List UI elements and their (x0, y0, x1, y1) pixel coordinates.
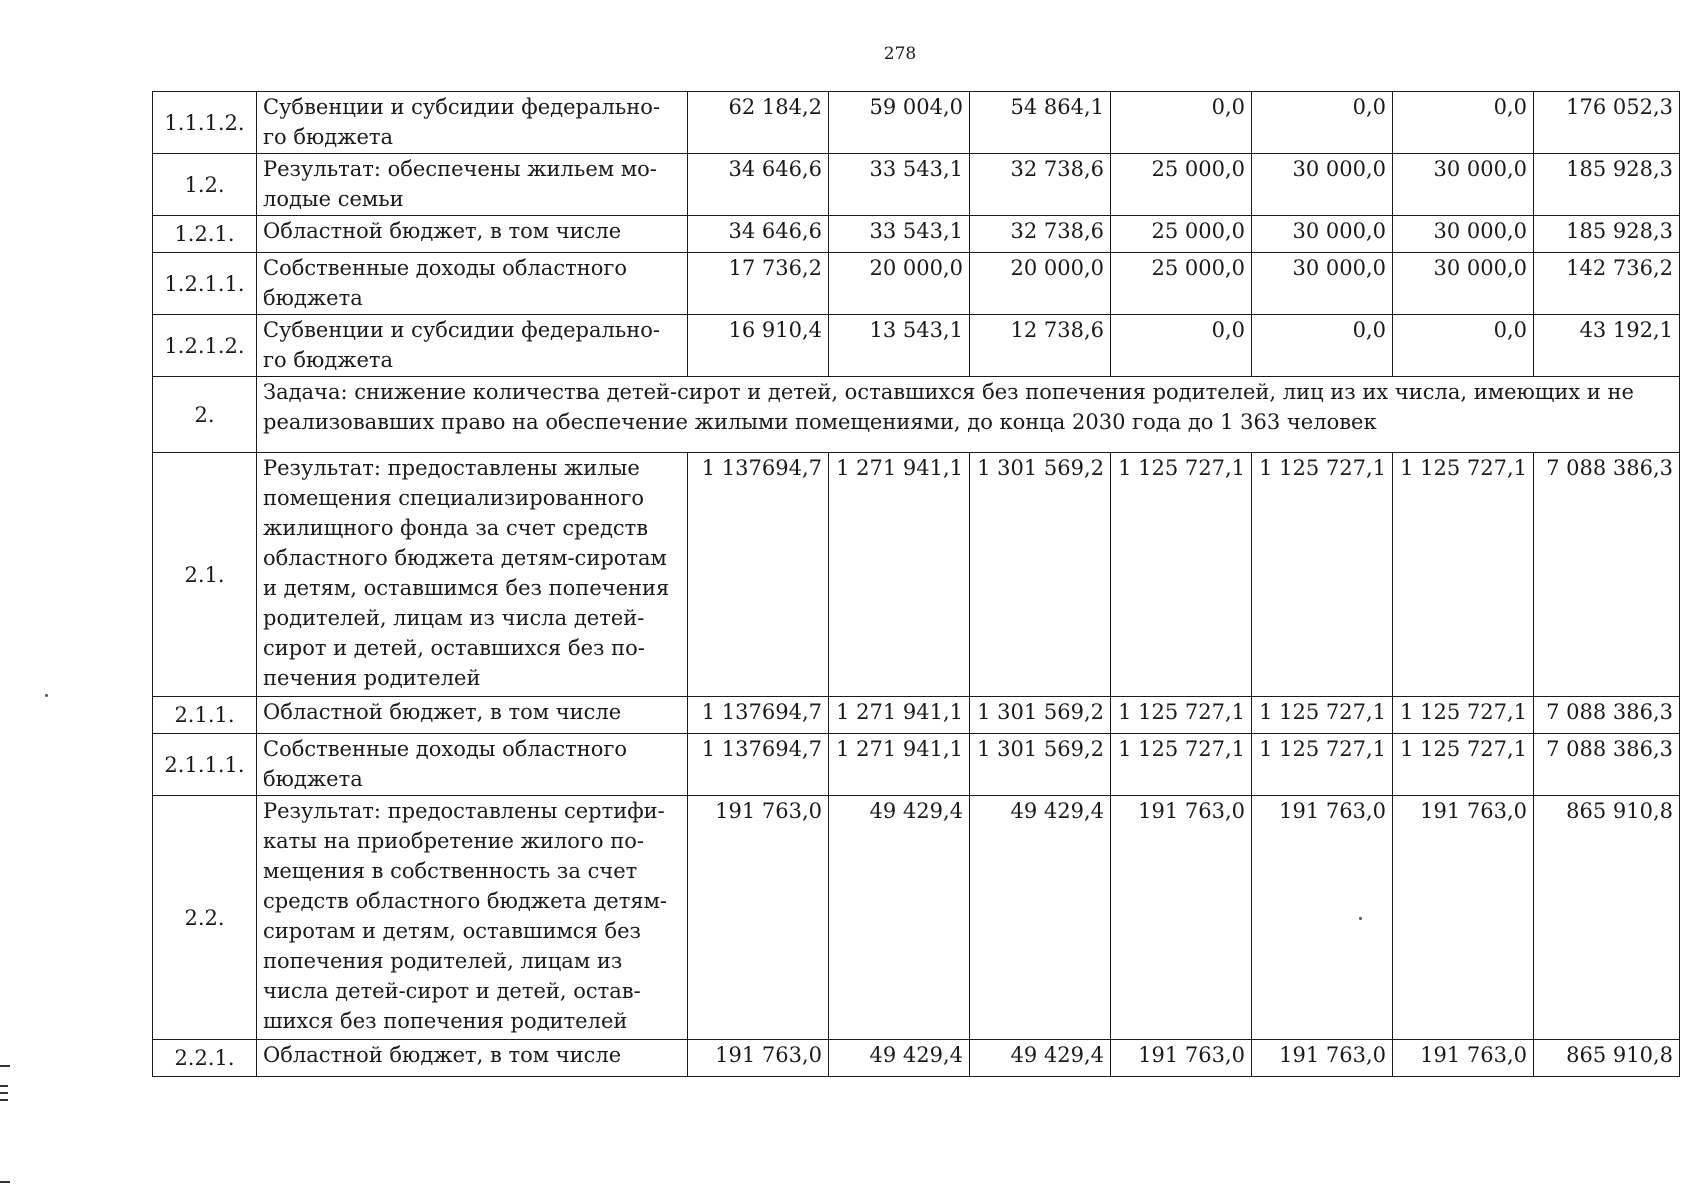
value-cell: 12 738,6 (970, 315, 1111, 377)
value-cell: 17 736,2 (688, 253, 829, 315)
row-code: 2.2.1. (153, 1040, 257, 1077)
value-cell: 30 000,0 (1252, 216, 1393, 253)
value-cell: 54 864,1 (970, 92, 1111, 154)
value-cell: 1 125 727,1 (1393, 453, 1534, 697)
row-code: 1.2.1. (153, 216, 257, 253)
value-cell: 191 763,0 (1252, 1040, 1393, 1077)
value-cell: 25 000,0 (1111, 216, 1252, 253)
row-label: Результат: обеспечены жильем мо-лодые семьи (257, 154, 688, 216)
value-cell: 20 000,0 (970, 253, 1111, 315)
row-label: Субвенции и субсидии федерально-го бюджета (257, 92, 688, 154)
scan-mark (0, 1085, 8, 1087)
value-cell: 191 763,0 (688, 1040, 829, 1077)
table-row (153, 253, 1680, 315)
value-cell: 32 738,6 (970, 216, 1111, 253)
table-row (153, 216, 1680, 253)
value-cell: 0,0 (1111, 92, 1252, 154)
table-row (153, 697, 1680, 734)
value-cell: 62 184,2 (688, 92, 829, 154)
value-cell: 7 088 386,3 (1534, 453, 1680, 697)
value-cell: 7 088 386,3 (1534, 734, 1680, 796)
table-row (153, 1040, 1680, 1077)
value-cell: 30 000,0 (1393, 154, 1534, 216)
value-cell: 7 088 386,3 (1534, 697, 1680, 734)
page-number: 278 (883, 44, 917, 64)
scan-dot (45, 694, 48, 697)
row-code: 2. (153, 377, 257, 453)
table-row (153, 315, 1680, 377)
value-cell: 1 125 727,1 (1252, 734, 1393, 796)
task-row (153, 377, 1680, 453)
value-cell: 865 910,8 (1534, 1040, 1680, 1077)
value-cell: 1 301 569,2 (970, 697, 1111, 734)
table-row (153, 796, 1680, 1040)
value-cell: 1 125 727,1 (1252, 453, 1393, 697)
table-row (153, 92, 1680, 154)
row-code: 2.1.1.1. (153, 734, 257, 796)
value-cell: 49 429,4 (829, 1040, 970, 1077)
row-code: 1.2.1.2. (153, 315, 257, 377)
row-label: Субвенции и субсидии федерально-го бюджета (257, 315, 688, 377)
row-label: Областной бюджет, в том числе (257, 697, 688, 734)
value-cell: 1 125 727,1 (1252, 697, 1393, 734)
value-cell: 0,0 (1252, 92, 1393, 154)
value-cell: 25 000,0 (1111, 154, 1252, 216)
value-cell: 59 004,0 (829, 92, 970, 154)
row-label: Результат: предоставлены жилые помещения специализированного жилищного фонда за счет средств областного бюджета детям-сиротам и детям, оставшимся без попечения родителей, лицам из числа детей-сирот и детей, оставшихся без по-печения родителей (257, 453, 688, 697)
row-code: 2.1. (153, 453, 257, 697)
row-label: Областной бюджет, в том числе (257, 1040, 688, 1077)
scan-mark (0, 1065, 10, 1067)
table-row (153, 154, 1680, 216)
value-cell: 49 429,4 (970, 796, 1111, 1040)
row-label: Собственные доходы областного бюджета (257, 734, 688, 796)
row-label: Собственные доходы областного бюджета (257, 253, 688, 315)
value-cell: 0,0 (1111, 315, 1252, 377)
value-cell: 1 137694,7 (688, 697, 829, 734)
value-cell: 16 910,4 (688, 315, 829, 377)
value-cell: 13 543,1 (829, 315, 970, 377)
value-cell: 191 763,0 (1252, 796, 1393, 1040)
value-cell: 191 763,0 (1111, 796, 1252, 1040)
value-cell: 1 271 941,1 (829, 734, 970, 796)
value-cell: 1 137694,7 (688, 734, 829, 796)
budget-table (152, 91, 1680, 1077)
value-cell: 865 910,8 (1534, 796, 1680, 1040)
value-cell: 1 125 727,1 (1393, 734, 1534, 796)
row-code: 1.1.1.2. (153, 92, 257, 154)
value-cell: 185 928,3 (1534, 216, 1680, 253)
value-cell: 1 271 941,1 (829, 697, 970, 734)
value-cell: 49 429,4 (829, 796, 970, 1040)
scan-dot (1359, 917, 1362, 920)
scan-mark (0, 1181, 10, 1183)
value-cell: 0,0 (1393, 92, 1534, 154)
value-cell: 191 763,0 (688, 796, 829, 1040)
value-cell: 1 125 727,1 (1393, 697, 1534, 734)
value-cell: 191 763,0 (1111, 1040, 1252, 1077)
value-cell: 34 646,6 (688, 154, 829, 216)
value-cell: 49 429,4 (970, 1040, 1111, 1077)
value-cell: 30 000,0 (1393, 216, 1534, 253)
value-cell: 30 000,0 (1393, 253, 1534, 315)
value-cell: 30 000,0 (1252, 154, 1393, 216)
value-cell: 32 738,6 (970, 154, 1111, 216)
row-label: Результат: предоставлены сертифи-каты на приобретение жилого по-мещения в собственность за счет средств областного бюджета детям-сиротам и детям, оставшимся без попечения родителей, лицам из числа детей-сирот и детей, остав-шихся без попечения родителей (257, 796, 688, 1040)
table-row (153, 734, 1680, 796)
row-label: Областной бюджет, в том числе (257, 216, 688, 253)
value-cell: 191 763,0 (1393, 796, 1534, 1040)
scan-mark (0, 1092, 8, 1094)
value-cell: 1 125 727,1 (1111, 453, 1252, 697)
value-cell: 0,0 (1393, 315, 1534, 377)
value-cell: 176 052,3 (1534, 92, 1680, 154)
row-code: 1.2.1.1. (153, 253, 257, 315)
value-cell: 20 000,0 (829, 253, 970, 315)
value-cell: 25 000,0 (1111, 253, 1252, 315)
table-row (153, 453, 1680, 697)
value-cell: 1 125 727,1 (1111, 734, 1252, 796)
value-cell: 30 000,0 (1252, 253, 1393, 315)
value-cell: 34 646,6 (688, 216, 829, 253)
row-code: 1.2. (153, 154, 257, 216)
value-cell: 185 928,3 (1534, 154, 1680, 216)
value-cell: 1 301 569,2 (970, 453, 1111, 697)
value-cell: 1 271 941,1 (829, 453, 970, 697)
task-description: Задача: снижение количества детей-сирот и детей, оставшихся без попечения родителей, лиц из их числа, имеющих и не реализовавших право на обеспечение жилыми помещениями, до конца 2030 года до 1 363 человек (257, 377, 1680, 453)
value-cell: 33 543,1 (829, 154, 970, 216)
value-cell: 1 125 727,1 (1111, 697, 1252, 734)
value-cell: 191 763,0 (1393, 1040, 1534, 1077)
value-cell: 33 543,1 (829, 216, 970, 253)
value-cell: 43 192,1 (1534, 315, 1680, 377)
value-cell: 142 736,2 (1534, 253, 1680, 315)
row-code: 2.2. (153, 796, 257, 1040)
value-cell: 1 301 569,2 (970, 734, 1111, 796)
value-cell: 1 137694,7 (688, 453, 829, 697)
row-code: 2.1.1. (153, 697, 257, 734)
value-cell: 0,0 (1252, 315, 1393, 377)
scan-mark (0, 1099, 8, 1101)
